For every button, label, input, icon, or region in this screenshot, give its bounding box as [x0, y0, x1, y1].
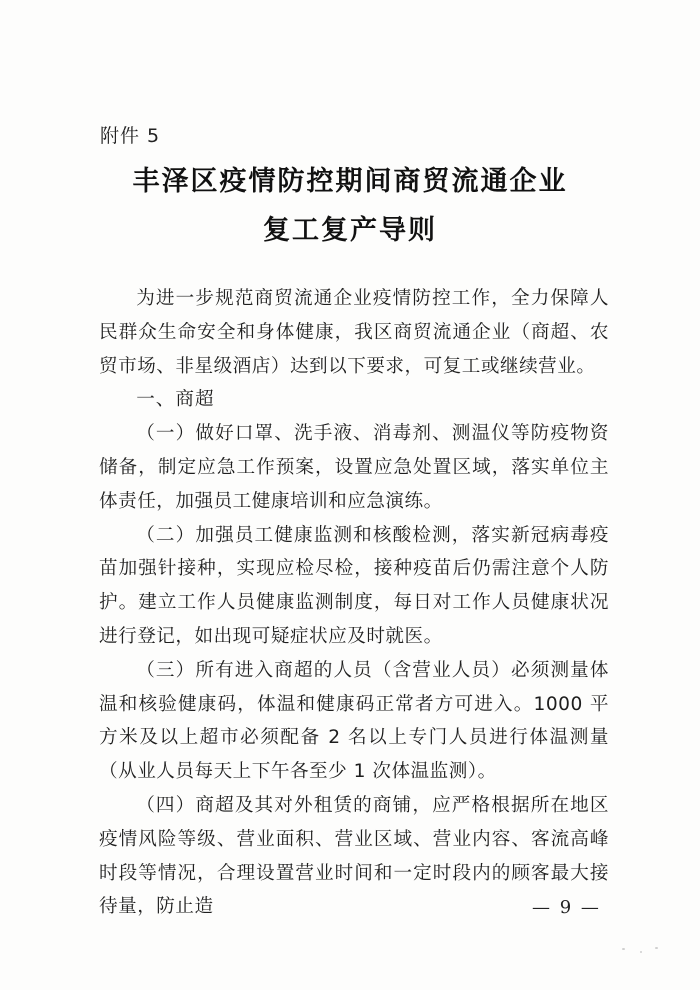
clause-4-paragraph: （四）商超及其对外租赁的商铺，应严格根据所在地区疫情风险等级、营业面积、营业区域、营业内容、客流高峰时段等情况，合理设置营业时间和一定时段内的顾客最大接待量，防止造: [99, 794, 609, 918]
clause-2-paragraph: （二）加强员工健康监测和核酸检测，落实新冠病毒疫苗加强针接种，实现应检尽检，接种疫苗后仍需注意个人防护。建立工作人员健康监测制度，每日对工作人员健康状况进行登记，如出现可疑症状应及时就医。: [99, 524, 609, 647]
document-title-line-2: 复工复产导则: [263, 215, 437, 246]
scan-speck: [640, 951, 642, 953]
scan-speck: [655, 947, 658, 949]
section-heading-supermarket: 一、商超: [136, 389, 215, 411]
attachment-label: 附件 5: [100, 125, 161, 147]
document-title-line-1: 丰泽区疫情防控期间商贸流通企业: [132, 166, 568, 197]
clause-1-paragraph: （一）做好口罩、洗手液、消毒剂、测温仪等防疫物资储备，制定应急工作预案，设置应急处置区域，落实单位主体责任，加强员工健康培训和应急演练。: [99, 423, 609, 512]
clause-3-paragraph: （三）所有进入商超的人员（含营业人员）必须测量体温和核验健康码，体温和健康码正常者方可进入。1000 平方米及以上超市必须配备 2 名以上专门人员进行体温测量（从业人员每天上下午各至少 1 次体温监测）。: [99, 659, 609, 783]
scan-speck: [622, 948, 625, 950]
document-body: [99, 282, 609, 924]
page-number: — 9 —: [532, 897, 601, 918]
intro-paragraph: 为进一步规范商贸流通企业疫情防控工作，全力保障人民群众生命安全和身体健康，我区商贸流通企业（商超、农贸市场、非星级酒店）达到以下要求，可复工或继续营业。: [99, 288, 609, 377]
